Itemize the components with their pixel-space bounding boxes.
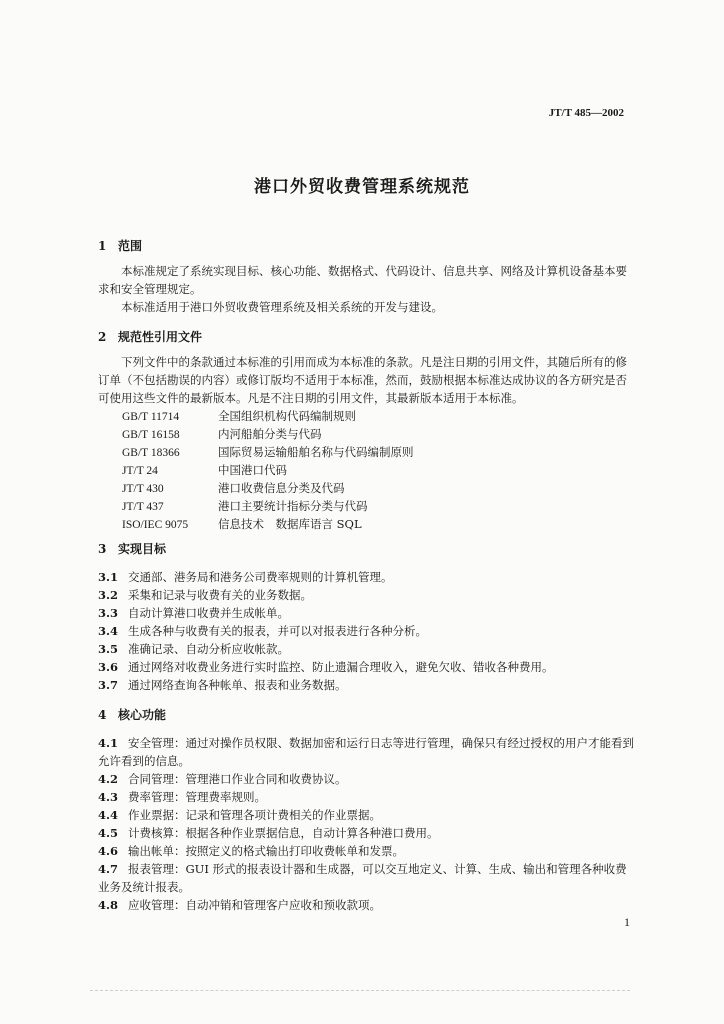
item-text: 通过网络查询各种帐单、报表和业务数据。 xyxy=(128,678,347,692)
list-item xyxy=(98,604,638,622)
reference-name: 中国港口代码 xyxy=(218,463,287,477)
section-3 xyxy=(98,539,638,694)
list-item xyxy=(98,622,638,640)
item-text: 作业票据：记录和管理各项计费相关的作业票据。 xyxy=(128,808,381,822)
section-heading xyxy=(98,236,638,256)
item-number: 4.2 xyxy=(98,772,119,786)
section-4 xyxy=(98,705,638,914)
item-text: 合同管理：管理港口作业合同和收费协议。 xyxy=(128,772,347,786)
item-text: 交通部、港务局和港务公司费率规则的计算机管理。 xyxy=(128,570,393,584)
reference-name: 内河船舶分类与代码 xyxy=(218,427,322,441)
section-heading xyxy=(98,539,638,559)
reference-name: 信息技术 数据库语言 SQL xyxy=(218,517,362,531)
list-item xyxy=(98,860,638,896)
reference-list xyxy=(122,407,638,533)
list-item xyxy=(98,568,638,586)
paragraph: 本标准适用于港口外贸收费管理系统及相关系统的开发与建设。 xyxy=(121,300,443,314)
item-number: 3.1 xyxy=(98,570,119,584)
item-number: 3.7 xyxy=(98,678,119,692)
reference-code: GB/T 18366 xyxy=(122,447,180,459)
section-title: 规范性引用文件 xyxy=(118,330,203,344)
item-text: 安全管理：通过对操作员权限、数据加密和运行日志等进行管理，确保只有经过授权的用户才能看到允许看到的信息。 xyxy=(98,736,634,768)
list-item xyxy=(98,806,638,824)
reference-code: ISO/IEC 9075 xyxy=(122,519,189,531)
list-item xyxy=(98,586,638,604)
section-number: 3 xyxy=(98,542,107,556)
item-number: 4.3 xyxy=(98,790,119,804)
section-number: 2 xyxy=(98,330,107,344)
list-item xyxy=(98,788,638,806)
list-item xyxy=(98,676,638,694)
item-text: 应收管理：自动冲销和管理客户应收和预收款项。 xyxy=(128,898,381,912)
reference-code: JT/T 437 xyxy=(122,501,164,513)
item-text: 费率管理：管理费率规则。 xyxy=(128,790,266,804)
item-text: 通过网络对收费业务进行实时监控、防止遗漏合理收入，避免欠收、错收各种费用。 xyxy=(128,660,554,674)
reference-code: JT/T 24 xyxy=(122,465,158,477)
item-text: 自动计算港口收费并生成帐单。 xyxy=(128,606,289,620)
item-number: 3.5 xyxy=(98,642,119,656)
reference-row xyxy=(122,443,638,461)
reference-name: 港口收费信息分类及代码 xyxy=(218,481,345,495)
reference-row xyxy=(122,515,638,533)
section-heading xyxy=(98,705,638,725)
section-2 xyxy=(98,327,638,533)
item-number: 4.7 xyxy=(98,862,119,876)
item-number: 4.8 xyxy=(98,898,119,912)
paragraph: 本标准规定了系统实现目标、核心功能、数据格式、代码设计、信息共享、网络及计算机设备基本要求和安全管理规定。 xyxy=(98,264,627,296)
item-text: 输出帐单：按照定义的格式输出打印收费帐单和发票。 xyxy=(128,844,404,858)
item-text: 计费核算：根据各种作业票据信息，自动计算各种港口费用。 xyxy=(128,826,439,840)
item-text: 报表管理：GUI 形式的报表设计器和生成器，可以交互地定义、计算、生成、输出和管理各种收费业务及统计报表。 xyxy=(98,862,627,894)
section-number: 1 xyxy=(98,239,107,253)
reference-row xyxy=(122,425,638,443)
list-item xyxy=(98,734,638,770)
list-item xyxy=(98,896,638,914)
list-item xyxy=(98,770,638,788)
section-title: 范围 xyxy=(118,239,143,253)
page-title: 港口外贸收费管理系统规范 xyxy=(254,177,470,197)
item-number: 4.1 xyxy=(98,736,119,750)
item-number: 3.6 xyxy=(98,660,119,674)
function-list xyxy=(98,734,638,914)
item-number: 4.5 xyxy=(98,826,119,840)
reference-row xyxy=(122,461,638,479)
reference-name: 国际贸易运输船舶名称与代码编制原则 xyxy=(218,445,414,459)
item-text: 采集和记录与收费有关的业务数据。 xyxy=(128,588,312,602)
paragraph: 下列文件中的条款通过本标准的引用而成为本标准的条款。凡是注日期的引用文件，其随后所有的修订单（不包括勘误的内容）或修订版均不适用于本标准，然而，鼓励根据本标准达成协议的各方研究是否可使用这些文件的最新版本。凡是不注日期的引用文件，其最新版本适用于本标准。 xyxy=(98,355,627,405)
reference-row xyxy=(122,479,638,497)
item-number: 3.3 xyxy=(98,606,119,620)
item-text: 准确记录、自动分析应收帐款。 xyxy=(128,642,289,656)
section-title: 核心功能 xyxy=(118,708,167,722)
reference-code: GB/T 11714 xyxy=(122,411,180,423)
list-item xyxy=(98,842,638,860)
list-item xyxy=(98,824,638,842)
item-text: 生成各种与收费有关的报表，并可以对报表进行各种分析。 xyxy=(128,624,427,638)
reference-row xyxy=(122,407,638,425)
item-number: 3.4 xyxy=(98,624,119,638)
goal-list xyxy=(98,568,638,694)
reference-code: GB/T 16158 xyxy=(122,429,180,441)
page-number: 1 xyxy=(624,915,630,929)
reference-name: 港口主要统计指标分类与代码 xyxy=(218,499,368,513)
section-title: 实现目标 xyxy=(118,542,167,556)
section-heading xyxy=(98,327,638,347)
list-item xyxy=(98,640,638,658)
reference-row xyxy=(122,497,638,515)
standard-code: JT/T 485—2002 xyxy=(548,107,624,119)
reference-code: JT/T 430 xyxy=(122,483,164,495)
item-number: 4.6 xyxy=(98,844,119,858)
section-number: 4 xyxy=(98,708,107,722)
list-item xyxy=(98,658,638,676)
section-1 xyxy=(98,236,638,316)
item-number: 4.4 xyxy=(98,808,119,822)
scan-artifact-line xyxy=(90,990,630,991)
reference-name: 全国组织机构代码编制规则 xyxy=(218,409,356,423)
item-number: 3.2 xyxy=(98,588,119,602)
